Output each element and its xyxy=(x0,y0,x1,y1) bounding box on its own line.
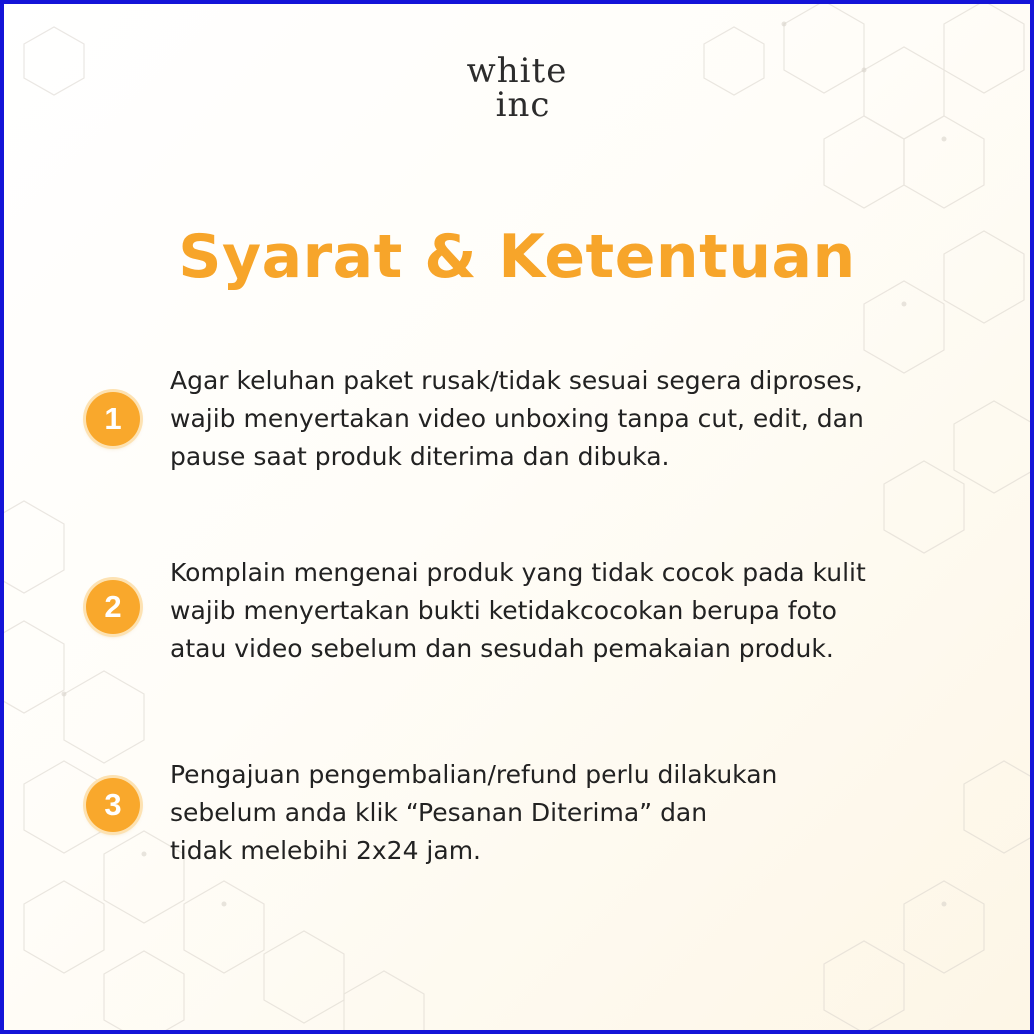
number-badge: 1 xyxy=(86,392,140,446)
terms-line: atau video sebelum dan sesudah pemakaian produk. xyxy=(170,634,834,663)
terms-line: Agar keluhan paket rusak/tidak sesuai segera diproses, xyxy=(170,366,863,395)
terms-line: wajib menyertakan bukti ketidakcocokan berupa foto xyxy=(170,596,837,625)
terms-item-text xyxy=(170,554,980,668)
page-title: Syarat & Ketentuan xyxy=(178,222,856,292)
logo-line-1: white xyxy=(466,51,568,91)
number-badge: 3 xyxy=(86,778,140,832)
brand-logo xyxy=(4,51,1030,125)
terms-line: sebelum anda klik “Pesanan Diterima” dan xyxy=(170,798,708,827)
terms-line: wajib menyertakan video unboxing tanpa cut, edit, dan xyxy=(170,404,864,433)
terms-line: tidak melebihi 2x24 jam. xyxy=(170,836,481,865)
terms-line: Pengajuan pengembalian/refund perlu dilakukan xyxy=(170,760,778,789)
terms-item-text xyxy=(170,756,980,870)
hexagon-pattern-background xyxy=(4,4,1030,1030)
terms-item-text xyxy=(170,362,980,476)
logo-line-2: inc xyxy=(495,85,551,125)
number-badge: 2 xyxy=(86,580,140,634)
terms-line: Komplain mengenai produk yang tidak cocok pada kulit xyxy=(170,558,866,587)
terms-line: pause saat produk diterima dan dibuka. xyxy=(170,442,670,471)
